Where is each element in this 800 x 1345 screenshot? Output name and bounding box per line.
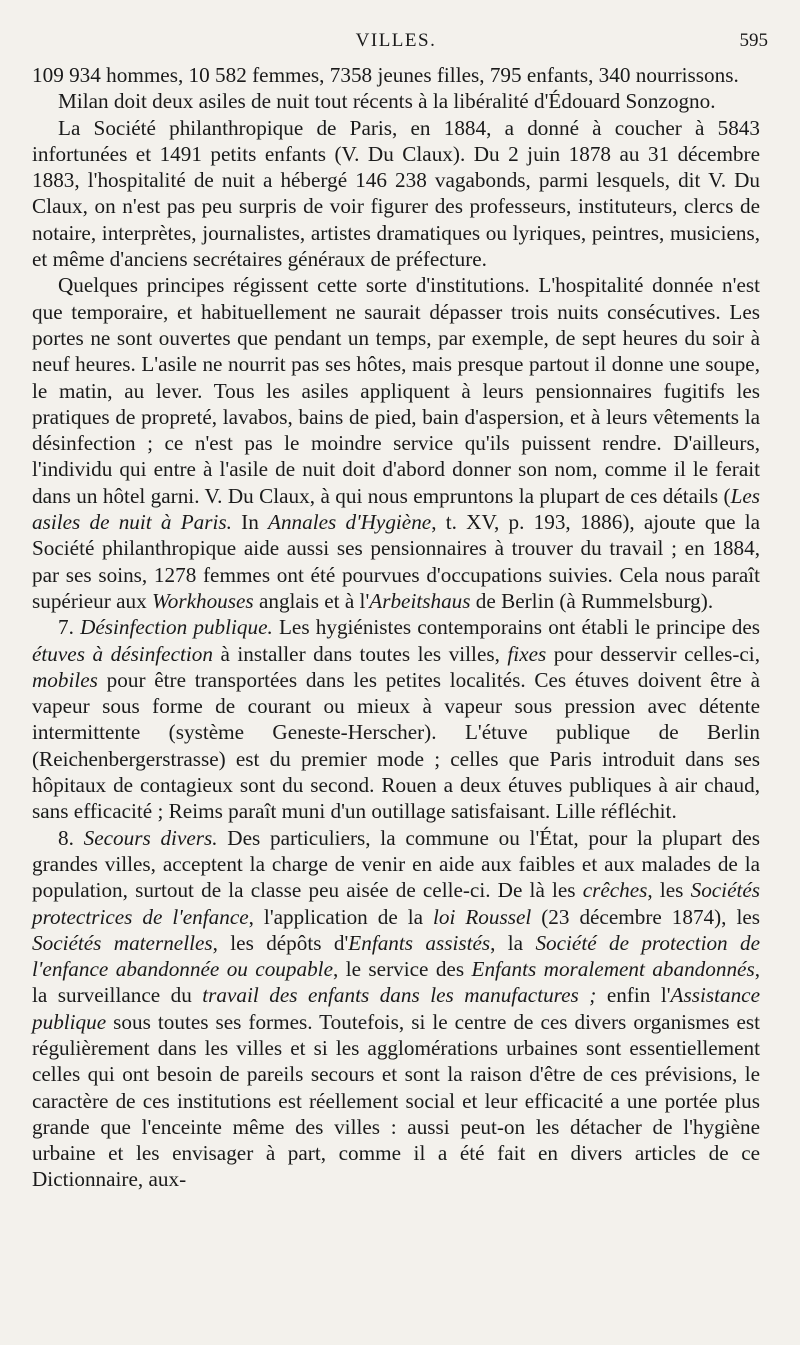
text-run: La Société philanthropique de Paris, en 1884, a donné à coucher à 5843 infortunées et 1491 petits enfants (V. Du Claux). Du 2 juin 1878 au 31 décembre 1883, l'hospitalité de nuit a hébergé 146 238 vagabonds, parmi lesquels, dit V. Du Claux, on n'est pas peu surpris de voir figurer des professeurs, instituteurs, clercs de notaire, interprètes, journalistes, artistes dramatiques ou lyriques, peintres, musiciens, et même d'anciens secrétaires généraux de préfecture. — [32, 115, 760, 272]
text-run: , la — [490, 930, 536, 955]
paragraph — [32, 115, 760, 273]
text-run: Les hygiénistes contemporains ont établi le principe des — [272, 615, 761, 640]
italic-run: crêches — [582, 878, 648, 903]
text-run: pour desservir celles-ci, — [546, 641, 760, 666]
italic-run: Enfants assistés — [348, 930, 491, 955]
italic-run: Sociétés maternelles — [32, 930, 213, 955]
italic-run: mobiles — [32, 667, 98, 692]
italic-run: Sociétés protectrices de l'enfance — [32, 878, 761, 929]
italic-run: Workhouses — [152, 588, 254, 613]
paragraph — [32, 825, 760, 1193]
text-run: de Berlin (à Rummelsburg). — [470, 588, 714, 613]
text-run: 109 934 hommes, 10 582 femmes, 7358 jeunes filles, 795 enfants, 340 nourrissons. — [32, 63, 739, 87]
running-header — [32, 22, 768, 62]
text-run: 8. — [58, 825, 84, 850]
paragraph — [32, 88, 760, 114]
text-run: Quelques principes régissent cette sorte d'institutions. L'hospitalité donnée n'est que temporaire, et habituellement ne saurait dépasser trois nuits consécutives. Les portes ne sont ouvertes que pendant un temps, par exemple, de sept heures du soir à neuf heures. L'asile ne nourrit pas ses hôtes, mais presque partout il donne une soupe, le matin, au lever. Tous les asiles appliquent à leurs pensionnaires fugitifs les pratiques de propreté, lavabos, bains de pied, bain d'aspersion, et à leurs vêtements la désinfection ; ce n'est pas le moindre service qu'ils puissent rendre. D'ailleurs, l'individu qui entre à l'asile de nuit doit d'abord donner son nom, comme il le ferait dans un hôtel garni. V. Du Claux, à qui nous empruntons la plupart de ces détails ( — [32, 273, 760, 508]
italic-run: Société de protection de l'enfance abandonnée ou coupable — [32, 930, 760, 982]
italic-run: travail des enfants dans les manufactures ; — [202, 983, 597, 1008]
text-run: anglais et à l' — [253, 588, 370, 613]
italic-run: Arbeitshaus — [369, 588, 471, 613]
paragraph — [32, 614, 760, 824]
italic-run: Les asiles de nuit à Paris. — [32, 483, 760, 535]
text-run: à installer dans toutes les villes, — [212, 641, 508, 666]
text-run: sous toutes ses formes. Toutefois, si le centre de ces divers organismes est régulièrement dans les villes et si les agglomérations urbaines sont essentiellement celles qui ont besoin de pareils secours et sont la raison d'être de ces prévisions, le caractère de ces institutions est réellement social et leur efficacité a une portée plus grande que l'enceinte même des villes : aussi peut-on les détacher de l'hygiène urbaine et les envisager à part, comme il a été fait en divers articles de ce Dictionnaire, aux- — [32, 1009, 760, 1192]
italic-run: Annales d'Hygiène — [268, 510, 432, 535]
text-run: , les dépôts d' — [212, 930, 349, 955]
italic-run: loi Roussel — [432, 904, 532, 929]
italic-run: Enfants moralement abandonnés — [471, 957, 755, 982]
text-run: , la surveillance du — [32, 957, 760, 1008]
paragraph — [32, 272, 760, 614]
text-run: , les — [647, 878, 691, 903]
paragraph — [32, 62, 760, 88]
italic-run: Secours divers. — [83, 825, 218, 850]
text-run: Des particuliers, la commune ou l'État, pour la plupart des grandes villes, acceptent la charge de venir en aide aux faibles et aux malades de la population, surtout de la classe peu aisée de celle-ci. De là les — [32, 825, 761, 903]
text-run: pour être transportées dans les petites localités. Ces étuves doivent être à vapeur sous forme de courant ou mieux à vapeur sous pression avec détente intermittente (système Geneste-Herscher). L'étuve publique de Berlin (Reichenbergerstrasse) est du premier mode ; celles que Paris introduit dans ses hôpitaux de contagieux sont du second. Rouen a deux étuves publiques à air chaud, sans efficacité ; Reims paraît muni d'un outillage satisfaisant. Lille réfléchit. — [32, 667, 760, 824]
running-title: VILLES. — [355, 30, 437, 51]
body-text — [32, 62, 760, 1193]
text-run: (23 décembre 1874), les — [531, 904, 760, 929]
text-run: 7. — [58, 615, 81, 640]
text-run: In — [231, 510, 269, 535]
text-run: enfin l' — [596, 983, 671, 1008]
text-run: , le service des — [332, 957, 472, 982]
italic-run: étuves à désinfection — [32, 641, 213, 666]
text-run: , t. XV, p. 193, 1886), ajoute que la Société philanthropique aide aussi ses pensionnaires à trouver du travail ; en 1884, par ses soins, 1278 femmes ont été pourvues d'occupations suivies. Cela nous paraît supérieur aux — [32, 510, 760, 613]
text-run: Milan doit deux asiles de nuit tout récents à la libéralité d'Édouard Sonzogno. — [58, 89, 716, 114]
italic-run: Désinfection publique. — [80, 615, 273, 640]
page-number: 595 — [739, 30, 768, 51]
italic-run: Assistance publique — [32, 983, 760, 1034]
text-run: , l'application de la — [248, 904, 433, 929]
italic-run: fixes — [507, 641, 547, 666]
